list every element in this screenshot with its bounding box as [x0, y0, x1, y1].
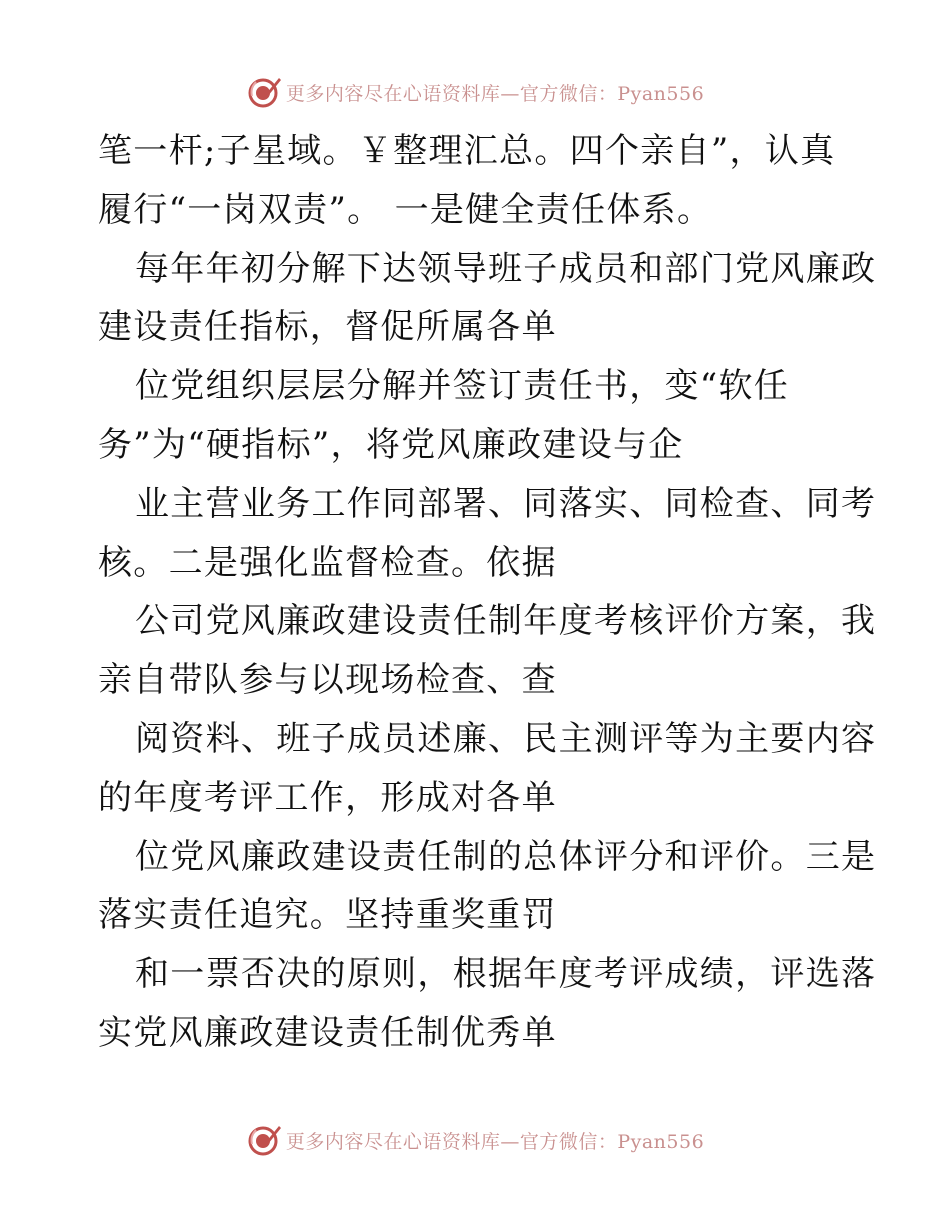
text-line: 业主营业务工作同部署、同落实、同检查、同考 — [135, 483, 877, 524]
text-line: 笔一杆;子星域。￥整理汇总。四个亲自”，认真 — [98, 131, 836, 171]
text-line: 和一票否决的原则，根据年度考评成绩，评选落 — [135, 954, 877, 995]
text-line: 务”为“硬指标”，将党风廉政建设与企 — [98, 424, 684, 465]
text-line: 每年年初分解下达领导班子成员和部门党风廉政 — [135, 248, 877, 289]
header-watermark — [0, 72, 950, 112]
quill-seal-logo-icon — [246, 74, 282, 110]
watermark-text: 更多内容尽在心语资料库—官方微信：Pyan556 — [285, 82, 705, 105]
text-line: 落实责任追究。坚持重奖重罚 — [98, 895, 557, 936]
text-line: 实党风廉政建设责任制优秀单 — [98, 1012, 557, 1053]
text-line: 亲自带队参与以现场检查、查 — [98, 660, 557, 701]
watermark-text: 更多内容尽在心语资料库—官方微信：Pyan556 — [285, 1130, 705, 1153]
text-line: 位党风廉政建设责任制的总体评分和评价。三是 — [135, 836, 877, 877]
document-body — [98, 122, 877, 1063]
text-line: 公司党风廉政建设责任制年度考核评价方案，我 — [135, 601, 877, 642]
text-line: 履行“一岗双责”。 一是健全责任体系。 — [98, 189, 713, 230]
text-line: 位党组织层层分解并签订责任书，变“软任 — [135, 366, 790, 407]
text-line: 核。二是强化监督检查。依据 — [98, 542, 557, 583]
text-line: 的年度考评工作，形成对各单 — [98, 777, 557, 818]
quill-seal-logo-icon — [246, 1122, 282, 1158]
text-line: 建设责任指标，督促所属各单 — [98, 307, 557, 348]
footer-watermark — [0, 1120, 950, 1160]
text-line: 阅资料、班子成员述廉、民主测评等为主要内容 — [135, 718, 877, 759]
